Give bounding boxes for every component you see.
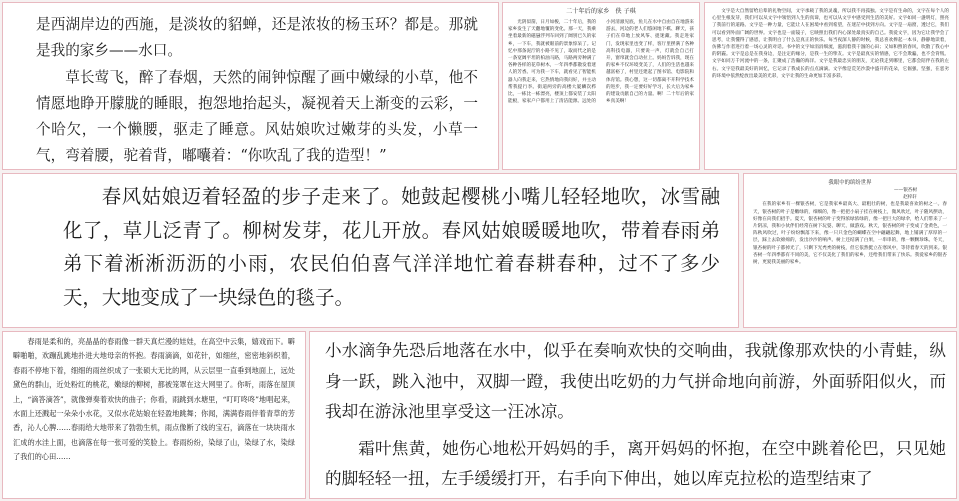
paragraph: 光阴似箭，日月如梭，二十年后，我的家乡发生了天翻地覆的变化。那一天，我乘坐着最新的磁悬浮列车回到了阔别已久的家乡，一下车，我就被眼前的景象惊呆了。记忆中那条泥泞的小路不见了，取而代之的是一条宽阔平坦的柏油马路，马路两旁种满了各种各样的花草树木，一年四季都散发着迷人的芳香。可为我一下车，就看见了智能机器人向我走来，它热情地向我问好，并主动帮我提行李。街道两旁的高楼大厦鳞次栉比，一栋比一栋漂亮，楼顶上都安装了太阳能板，家家户户都用上了清洁能源。远处的小河清澈见底，鱼儿在水中自由自在地游来游去，河边的老人们悠闲地下棋、聊天，孩子们在草地上放风筝、捉迷藏。我走进家门，发现家里也变了样，客厅里摆满了各种高科技电器，只要说一声，灯就会自己打开，窗帘就会自动拉上。妈妈告诉我，现在的家乡不仅环境变美了，人们的生活也越来越富裕了，村里还建起了图书馆、电影院和体育馆。我心想，这一切都离不开科学技术的进步，我一定要好好学习，长大后为家乡的建设贡献自己的力量。啊！二十年后的家乡真美啊！ xyxy=(508,20,694,105)
essay-title xyxy=(508,7,694,17)
essay-title: 我眼中的缤纷世界 xyxy=(828,180,872,186)
essay-excerpt-hometown-shuikou xyxy=(2,2,499,170)
paragraph: 霜叶焦黄，她伤心地松开妈妈的手，离开妈妈的怀抱，在空中跳着伦巴，只见她的脚轻轻一扭，左手缓缓打开，右手向下伸出，她以库克拉松的造型结束了 xyxy=(325,438,946,489)
paragraph: 春风姑娘迈着轻盈的步子走来了。她鼓起樱桃小嘴儿轻轻地吹，冰雪融化了，草儿泛青了。柳树发芽，花儿开放。春风姑娘暖暖地吹，带着春雨弟弟下着淅淅沥沥的小雨，农民伯伯喜气洋洋地忙着春耕春种，过不了多少天，大地变成了一块绿色的毯子。 xyxy=(63,185,720,309)
essay-excerpt-water-drops xyxy=(309,331,957,499)
author-name: 佚 子琪 xyxy=(615,8,636,15)
essay-hometown-in-twenty-years xyxy=(502,2,700,170)
author-name: 赵梓轩 xyxy=(903,195,917,201)
essay-ginkgo-tree xyxy=(743,173,957,328)
essay-excerpt-spring-wind xyxy=(2,173,739,328)
paragraph: 草长莺飞，醉了春烟，天然的闹钟惊醒了画中嫩绿的小草，他不情愿地睁开朦胧的睡眼，抱怨地抬起头，凝视着天上渐变的云彩，一个哈欠，一个懒腰，驱走了睡意。风姑娘吹过嫩芽的头发，小草一气，弯着腰，驼着背，嘟囔着：“你吹乱了我的造型！” xyxy=(36,68,478,165)
title-text: 二十年后的家乡 xyxy=(566,8,610,15)
essay-about-writing xyxy=(704,2,957,170)
paragraph: 是西湖岸边的西施，是淡妆的貂蝉，还是浓妆的杨玉环？都是。那就是我的家乡——水口。 xyxy=(36,16,478,60)
paragraph: 春雨是柔和的，亮晶晶的春雨像一群天真烂漫的娃娃，在高空中云集，嬉戏而下。噼噼啪啪，欢蹦乱跳地扑进大地母亲的怀抱。春雨滴滴，如花针，如细丝，密密地斜织着，春雨不停地下着，细细的雨丝织成了一张硕大无比的网，从云层里一直垂到地面上，远处黛色的群山，近处粉红的桃花，嫩绿的柳树，都被笼罩在这大网里了。你听，雨落在屋顶上，“滴答滴答”，就像弹奏着欢快的曲子；你看，雨跳到水塘里，“叮叮咚咚”地唱起来，水面上还溅起一朵朵小水花，又似水花姑娘在轻盈地跳舞；你闻，满满春雨伴着青草的芳香，沁人心脾……春雨给大地带来了勃勃生机，雨点像断了线的宝石，滴落在一块块雨水汇成的水洼上面，也滴落在每一张可爱的笑脸上。春雨纷纷，染绿了山，染绿了水，染绿了我们的心田…… xyxy=(13,337,295,462)
paragraph: 在我的家乡有一棵银杏树，它是我家乡最高大、最粗壮的树，也是我最喜欢的树之一。春天，银杏树的叶子是嫩绿的，细细的，像一把把小扇子挂在树枝上，微风吹过，叶子随风摆动，好像在向我们招手。夏天，银杏树的叶子变得浓绿浓绿的，像一把巨大的绿伞，给人们带来了一片阴凉，我和小伙伴们经常在树下玩耍、聊天、做游戏。秋天，银杏树的叶子变成了金黄色，一阵秋风吹过，叶子纷纷飘落下来，像一只只金色的蝴蝶在空中翩翩起舞，地上铺满了厚厚的一层，踩上去软绵绵的，发出沙沙的响声。树上还结满了白果，一串串的，像一颗颗珍珠。冬天，银杏树的叶子都掉光了，只剩下光秃秃的树枝，但它依然挺立在寒风中，等待着春天的到来。银杏树一年四季都有不同的美，它不仅美化了我们的家乡，还给我们带来了快乐。我爱家乡的银杏树，更爱我美丽的家乡。 xyxy=(753,202,947,266)
essay-subtitle: ——银杏树 xyxy=(894,188,917,193)
paragraph: 文字是大自然留给后辈的礼物空间，文字承载了我的灵魂，所以我不再孤独。文字是有生命的，文字在每个人的心里生根发芽，我们可以从文字中领悟到人生的真谛，也可以从文字中感受到生活的美好。文字如同一盏明灯，照亮了我前行的道路。文字是一种力量，它能让人在困境中看到希望，在迷茫中找到方向。文字是一扇窗，透过它，我们可以看到外面广阔的世界。文字也是一面镜子，它映照出我们内心深处最真实的自己。我爱文字，因为它让我学会了思考，让我懂得了感恩，让我明白了什么是真正的快乐。每当夜深人静的时候，我总喜欢捧起一本书，静静地读着，仿佛与作者进行着一场心灵的对话。书中的文字如涓涓细流，滋润着我干涸的心田；又如和煦的春风，吹散了我心中的阴霾。文字是总是在我身边，是注定的缘分，是我一生的挚友。文字是最真实的情感，它不会欺骗，也不会背叛。文字如同万千河流中的一条，汇聚成了浩瀚的海洋。文字是我最忠实的朋友，无论我走到哪里，它都会陪伴在我的左右。文字是我最美好的回忆，它记录了我成长的点点滴滴。文字像是荒芜沙漠中盛开的花朵，它倔强、坚强，在恶劣的环境中依然绽放出最美的光彩，文字让我的生命更加丰富多彩。 xyxy=(712,9,949,79)
paragraph: 小水滴争先恐后地落在水中，似乎在奏响欢快的交响曲，我就像那欢快的小青蛙，纵身一跃，跳入池中，双脚一蹬，我使出吃奶的力气拼命地向前游，外面骄阳似火，而我却在游泳池里享受这一汪冰凉。 xyxy=(325,341,946,422)
essay-excerpt-spring-rain xyxy=(2,331,306,499)
